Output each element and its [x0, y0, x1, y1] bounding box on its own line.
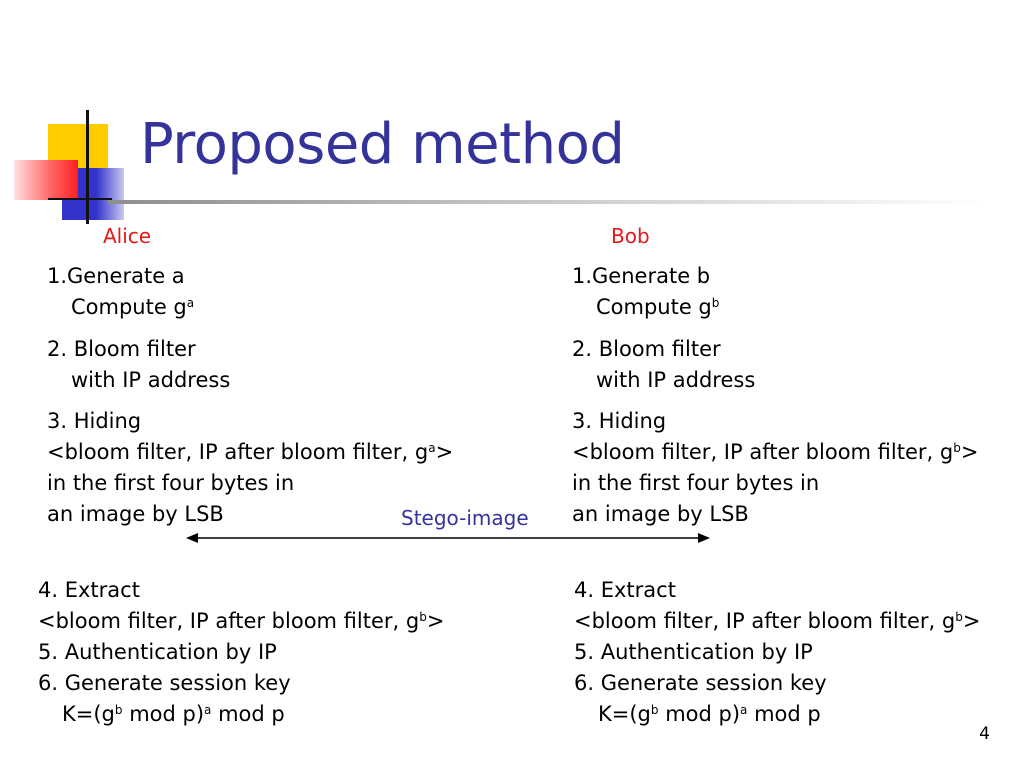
slide-title: Proposed method — [140, 112, 625, 177]
bob-step-4-tuple: <bloom filter, IP after bloom filter, $g^b>$ — [574, 609, 981, 633]
alice-step-3 — [47, 406, 453, 530]
bob-step-3 — [572, 406, 978, 530]
alice-step-2-title: 2. Bloom filter — [47, 337, 196, 361]
alice-step-3-title: 3. Hiding — [47, 409, 142, 433]
alice-step-1 — [47, 261, 194, 323]
bob-step-6-title: 6. Generate session key — [574, 671, 827, 695]
decor-horizontal-line — [48, 198, 112, 200]
alice-step-4-title: 4. Extract — [38, 578, 140, 602]
alice-step-3-tuple: <bloom filter, IP after bloom filter, $g^a>$ — [47, 440, 454, 464]
bob-step-1-compute: Compute $g^b$ — [596, 295, 720, 319]
alice-step-6-formula: $K=(g^b$ mod p)$^a$ mod p — [62, 702, 285, 726]
title-underline — [108, 200, 988, 204]
bob-label: Bob — [611, 224, 650, 248]
bob-step-4-title: 4. Extract — [574, 578, 676, 602]
alice-step-1-compute: Compute $g^a$ — [71, 295, 195, 319]
decor-vertical-line — [86, 110, 89, 224]
alice-step-4-tuple: <bloom filter, IP after bloom filter, $g^b>$ — [38, 609, 445, 633]
bob-step-2-detail: with IP address — [596, 368, 756, 392]
bob-step-3-method: an image by LSB — [572, 502, 749, 526]
bob-step-3-location: in the first four bytes in — [572, 471, 820, 495]
bob-step-1-generate: 1.Generate b — [572, 264, 711, 288]
alice-step-6-title: 6. Generate session key — [38, 671, 291, 695]
alice-label: Alice — [103, 224, 152, 248]
alice-steps-4-6 — [38, 575, 444, 730]
alice-step-3-method: an image by LSB — [47, 502, 224, 526]
bob-step-3-tuple: <bloom filter, IP after bloom filter, $g^b>$ — [572, 440, 979, 464]
double-arrow-icon — [186, 528, 710, 548]
bob-step-5: 5. Authentication by IP — [574, 640, 813, 664]
bob-step-2 — [572, 334, 755, 396]
alice-step-2-detail: with IP address — [71, 368, 231, 392]
bob-step-1 — [572, 261, 719, 323]
alice-step-3-location: in the first four bytes in — [47, 471, 295, 495]
bob-steps-4-6 — [574, 575, 980, 730]
bob-step-2-title: 2. Bloom filter — [572, 337, 721, 361]
alice-step-2 — [47, 334, 230, 396]
decor-red-square — [14, 160, 78, 200]
stego-image-label: Stego-image — [401, 506, 529, 530]
bob-step-6-formula: $K=(g^b$ mod p)$^a$ mod p — [598, 702, 821, 726]
alice-step-5: 5. Authentication by IP — [38, 640, 277, 664]
page-number: 4 — [979, 724, 990, 744]
bob-step-3-title: 3. Hiding — [572, 409, 667, 433]
alice-step-1-generate: 1.Generate a — [47, 264, 185, 288]
